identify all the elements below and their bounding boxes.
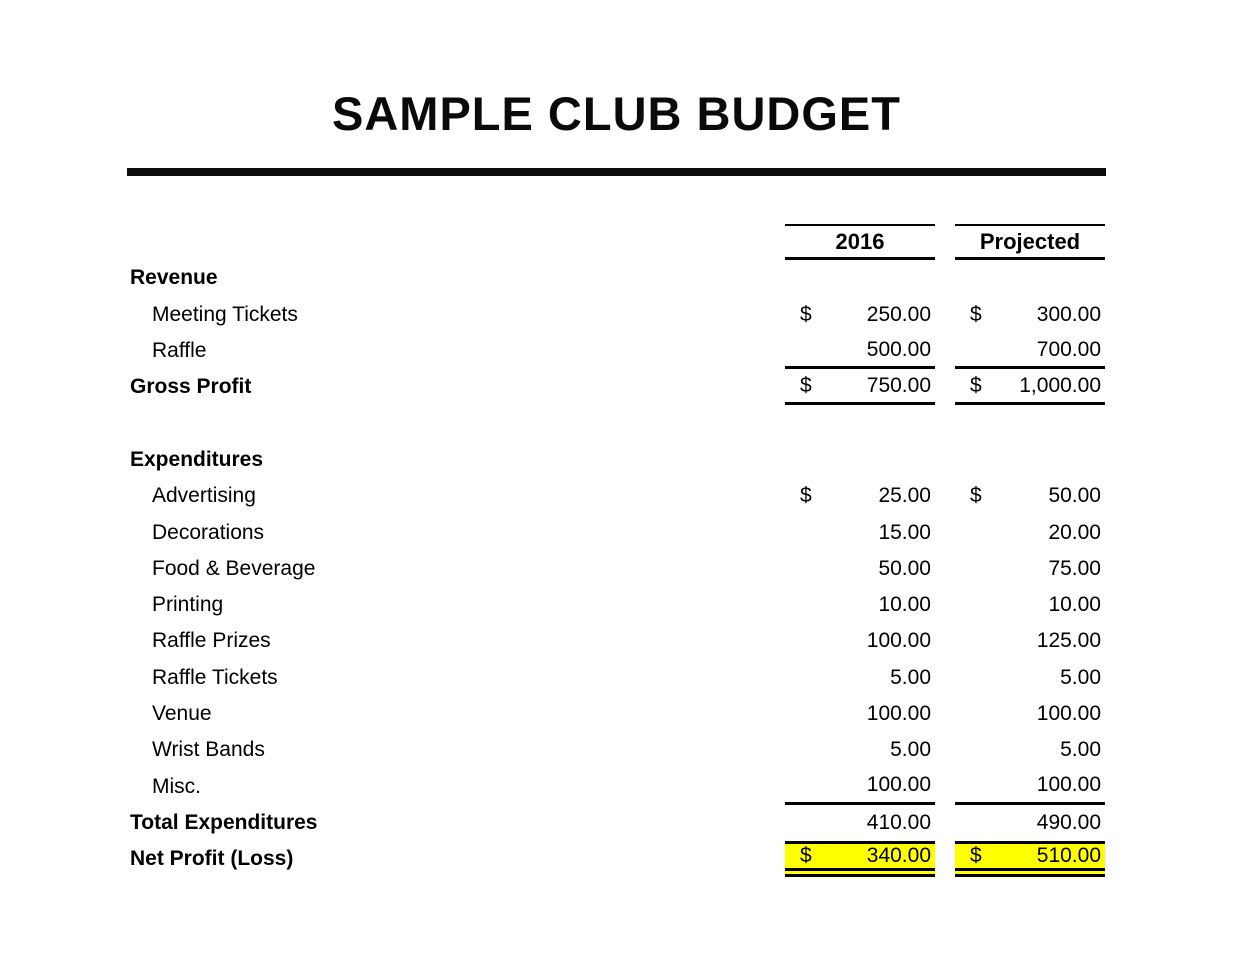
cell-projected [955,369,1105,405]
row-label: Revenue [130,266,218,290]
cell-2016 [785,297,935,333]
amount: 15.00 [878,520,931,544]
amount: 100.00 [1036,773,1101,797]
row-venue [130,696,1105,732]
cell-2016 [785,841,935,877]
amount: 340.00 [866,844,931,868]
cell-2016 [785,551,935,587]
row-raffle-tickets [130,660,1105,696]
row-wrist-bands [130,732,1105,768]
row-label: Gross Profit [130,375,252,399]
cell-projected [955,841,1105,877]
row-label: Decorations [152,520,265,544]
cell-2016 [785,660,935,696]
row-label: Raffle Prizes [152,629,271,653]
row-gross-profit [130,369,1105,405]
amount: 500.00 [866,337,931,361]
budget-rows [130,260,1105,877]
amount: 10.00 [878,593,931,617]
cell-projected [955,623,1105,659]
amount: 750.00 [866,373,931,397]
cell-2016 [785,514,935,550]
amount: 1,000.00 [1019,373,1101,397]
column-gap [935,514,955,550]
amount: 100.00 [1036,702,1101,725]
currency-symbol: $ [800,844,812,868]
row-total-expenditures [130,805,1105,841]
currency-symbol: $ [970,302,982,326]
amount: 700.00 [1036,337,1101,361]
budget-table [130,224,1105,877]
amount: 300.00 [1036,302,1101,326]
row-printing [130,587,1105,623]
cell-2016 [785,768,935,804]
column-header-label: Projected [979,228,1081,254]
cell-2016 [785,805,935,841]
amount: 100.00 [866,773,931,797]
column-gap [935,551,955,587]
row-raffle-prizes [130,623,1105,659]
column-gap [935,442,955,478]
currency-symbol: $ [970,484,982,508]
column-gap [935,260,955,296]
column-gap [935,805,955,841]
row-food-beverage [130,551,1105,587]
row-meeting-tickets [130,297,1105,333]
currency-symbol: $ [970,844,982,868]
row-expenditures [130,442,1105,478]
currency-symbol: $ [800,484,812,508]
row-revenue [130,260,1105,296]
column-header-row [130,224,1105,260]
row-label: Raffle [152,339,207,363]
title-rule [127,168,1106,176]
column-header-label: 2016 [835,228,885,254]
cell-projected [955,587,1105,623]
column-gap [935,696,955,732]
page-title: SAMPLE CLUB BUDGET [332,87,901,140]
column-gap [935,623,955,659]
column-gap [935,841,955,877]
amount: 100.00 [866,629,931,653]
row-label: Meeting Tickets [152,302,298,326]
cell-2016 [785,260,935,296]
cell-projected [955,297,1105,333]
amount: 5.00 [890,665,931,689]
amount: 20.00 [1048,520,1101,544]
amount: 250.00 [866,302,931,326]
cell-projected [955,696,1105,732]
amount: 410.00 [866,810,931,834]
cell-projected [955,478,1105,514]
column-gap [935,297,955,333]
cell-2016 [785,696,935,732]
column-header-projected [955,224,1105,260]
cell-2016 [785,405,935,441]
cell-2016 [785,442,935,478]
row-advertising [130,478,1105,514]
column-gap [935,405,955,441]
row-label: Net Profit (Loss) [130,847,294,871]
column-gap [935,478,955,514]
amount: 25.00 [878,484,931,508]
row-label: Total Expenditures [130,810,318,834]
cell-projected [955,551,1105,587]
cell-projected [955,768,1105,804]
amount: 5.00 [1060,738,1101,762]
cell-2016 [785,732,935,768]
currency-symbol: $ [800,302,812,326]
cell-projected [955,260,1105,296]
cell-2016 [785,623,935,659]
row-label: Printing [152,593,224,617]
amount: 50.00 [1048,484,1101,508]
row-label: Expenditures [130,447,264,471]
amount: 50.00 [878,556,931,580]
column-gap [935,768,955,804]
amount: 10.00 [1048,593,1101,617]
amount: 125.00 [1036,629,1101,653]
cell-projected [955,405,1105,441]
row-label: Raffle Tickets [152,665,278,689]
amount: 75.00 [1048,556,1101,580]
cell-projected [955,732,1105,768]
cell-projected [955,333,1105,369]
amount: 490.00 [1036,810,1101,834]
row-raffle [130,333,1105,369]
cell-projected [955,442,1105,478]
cell-2016 [785,587,935,623]
row-decorations [130,514,1105,550]
row-label: Wrist Bands [152,738,265,762]
amount: 510.00 [1036,844,1101,868]
column-gap [935,587,955,623]
row-net-profit-loss [130,841,1105,877]
cell-projected [955,805,1105,841]
amount: 5.00 [1060,665,1101,689]
currency-symbol: $ [800,373,812,397]
cell-projected [955,660,1105,696]
column-gap [935,732,955,768]
cell-2016 [785,333,935,369]
cell-2016 [785,478,935,514]
row-label: Misc. [152,774,201,798]
row-label: Venue [152,702,212,725]
row-blank [130,405,1105,441]
currency-symbol: $ [970,373,982,397]
column-gap [935,224,955,260]
column-header-2016 [785,224,935,260]
amount: 5.00 [890,738,931,762]
column-gap [935,660,955,696]
column-gap [935,369,955,405]
amount: 100.00 [866,702,931,725]
cell-2016 [785,369,935,405]
row-label: Food & Beverage [152,556,316,580]
row-misc [130,768,1105,804]
column-gap [935,333,955,369]
cell-projected [955,514,1105,550]
row-label: Advertising [152,484,256,508]
